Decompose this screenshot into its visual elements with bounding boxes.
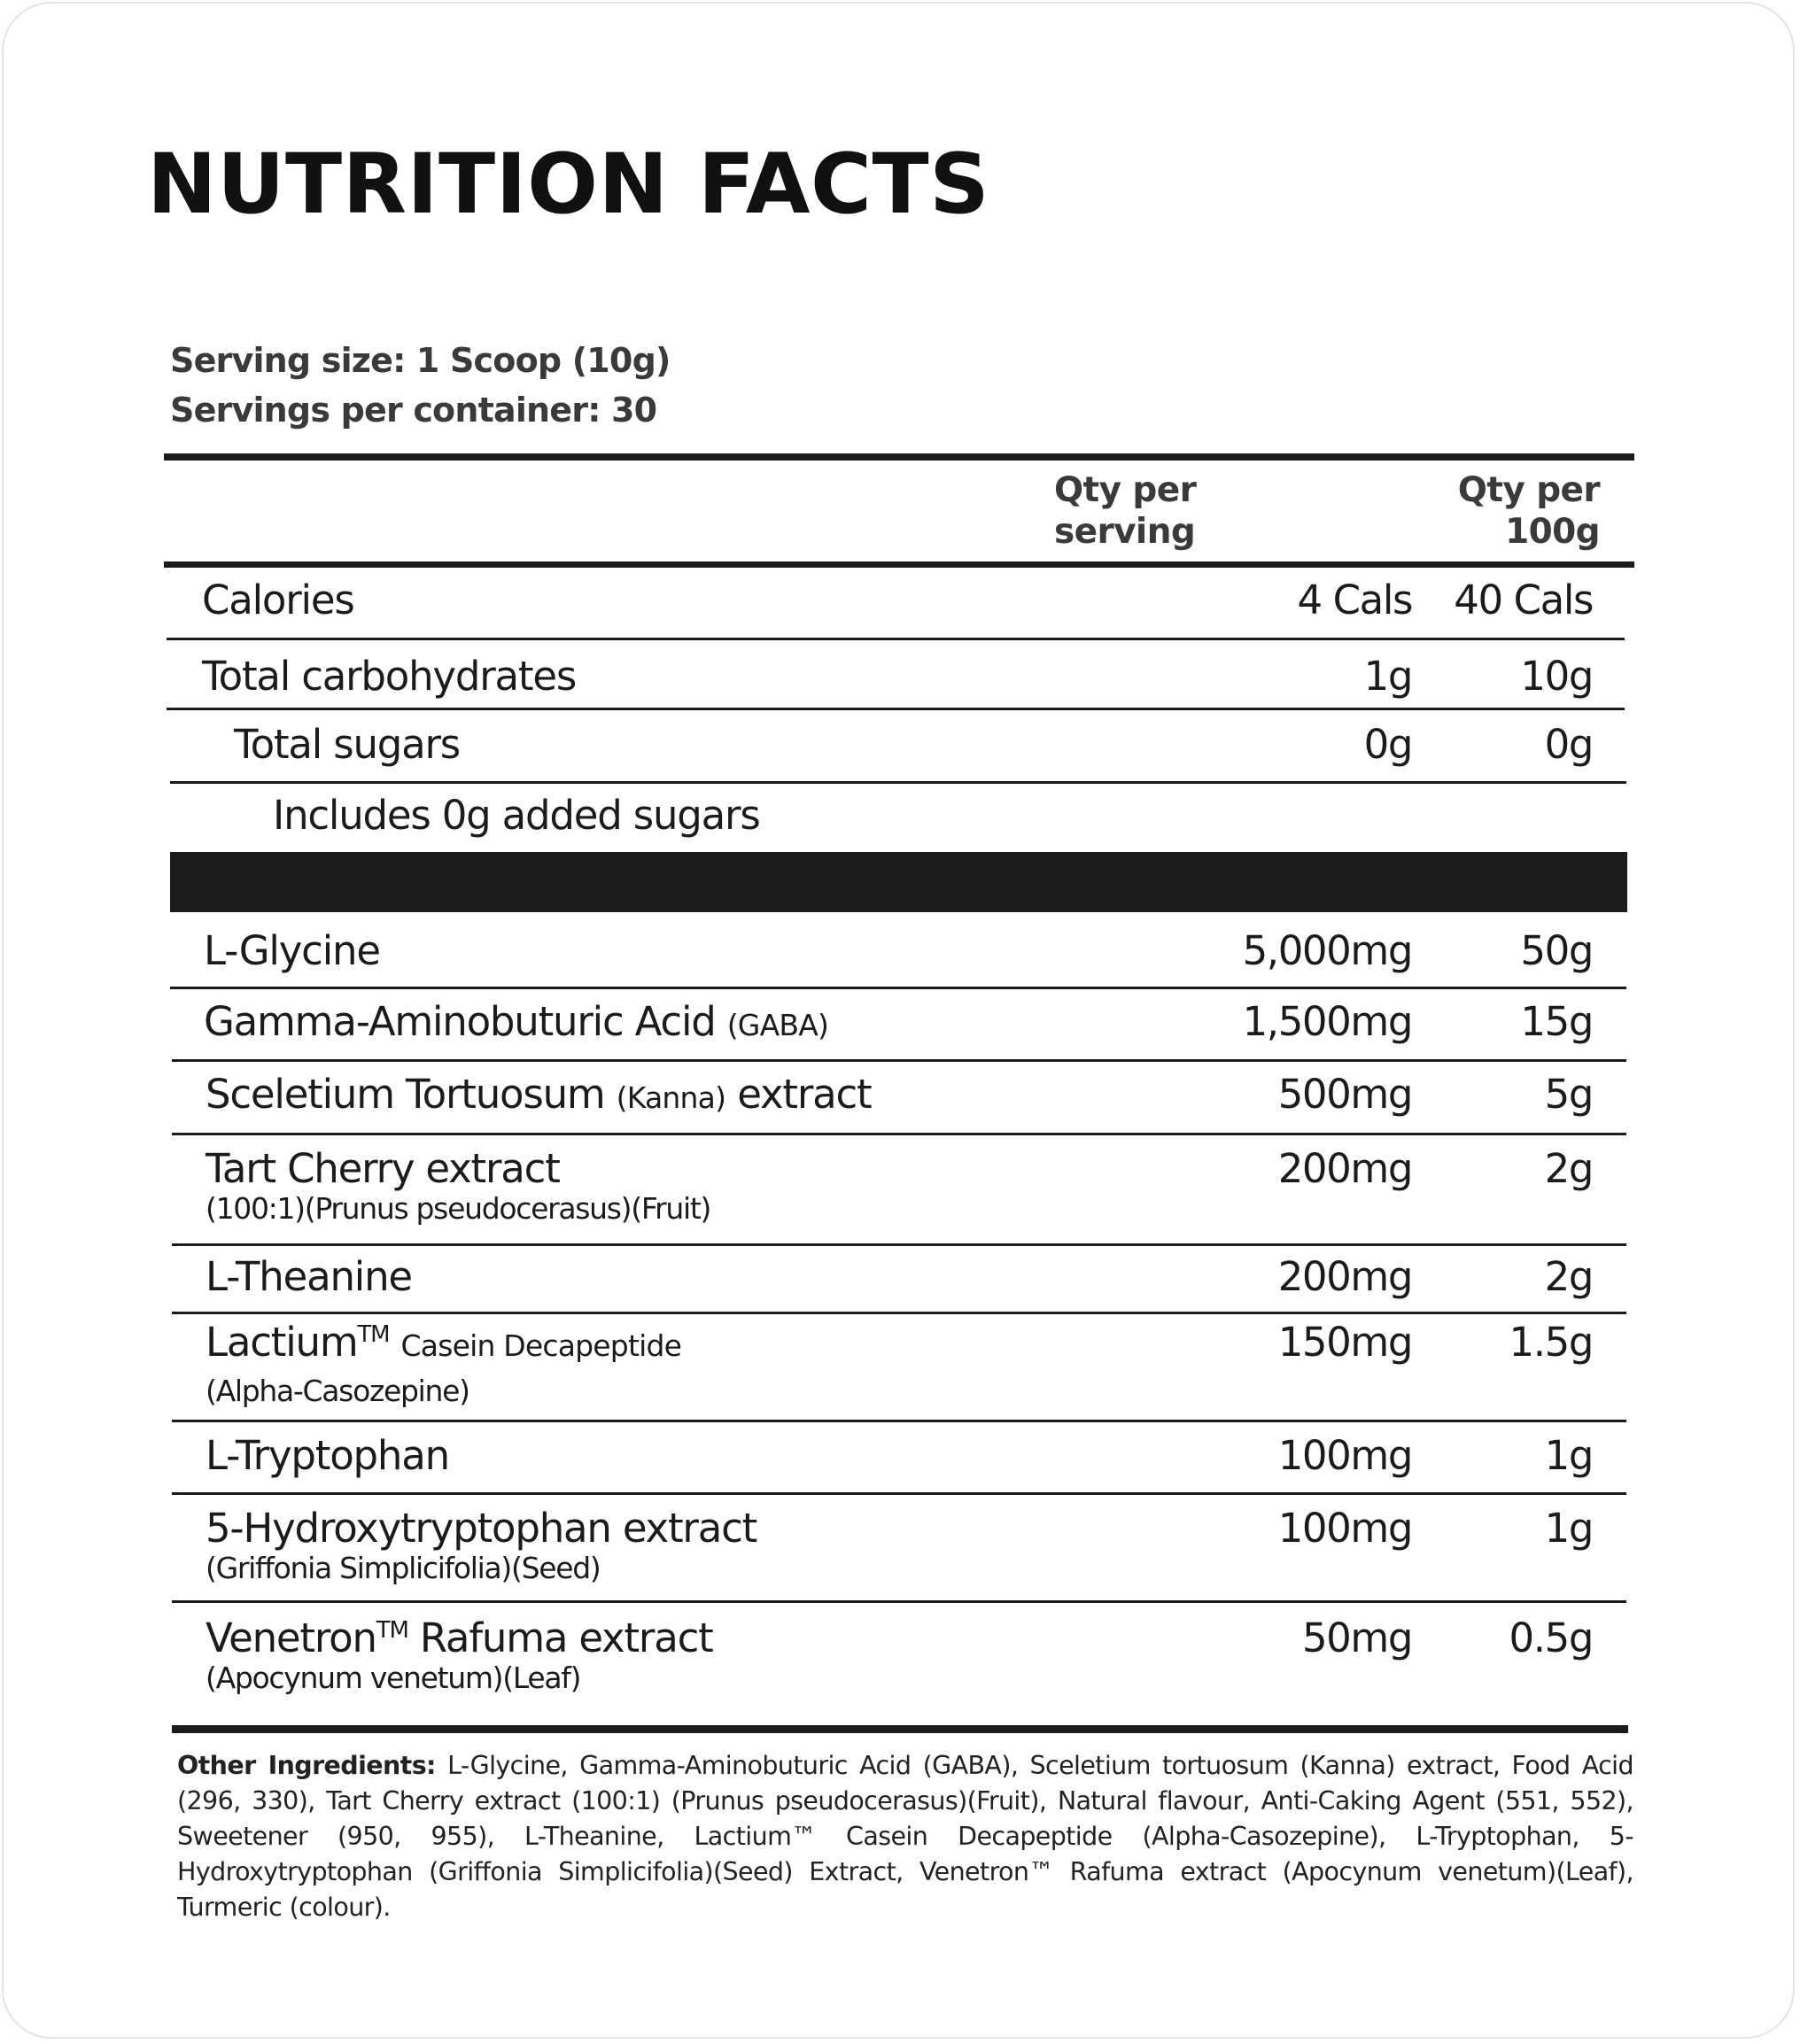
per-serving-value: 200mg <box>1277 1253 1412 1300</box>
ingredient-name-main: Gamma-Aminobuturic Acid <box>204 998 716 1045</box>
row-divider <box>172 1243 1626 1246</box>
ingredient-name <box>204 999 828 1045</box>
ingredient-name <box>206 1615 713 1661</box>
other-ingredients-label: Other Ingredients: <box>177 1751 436 1780</box>
per-serving-value: 100mg <box>1277 1505 1412 1552</box>
ingredient-detail: (Griffonia Simplicifolia)(Seed) <box>206 1551 601 1585</box>
per-100g-value: 40 Cals <box>1454 577 1593 623</box>
row-divider <box>172 1420 1626 1422</box>
ingredient-name-abbrev: (GABA) <box>726 1008 829 1042</box>
ingredient-name: 5-Hydroxytryptophan extract <box>206 1505 757 1552</box>
serving-size: Serving size: 1 Scoop (10g) <box>170 341 671 380</box>
ingredient-name-main: Lactium <box>206 1319 358 1366</box>
column-header-per-100g-line1: Qty per <box>1457 470 1600 510</box>
ingredient-name-suffix: extract <box>737 1071 872 1118</box>
per-100g-value: 0g <box>1544 721 1593 768</box>
per-100g-value: 5g <box>1544 1071 1593 1118</box>
per-100g-value: 50g <box>1520 927 1593 974</box>
header-rule <box>164 561 1634 568</box>
row-divider <box>167 708 1625 710</box>
per-serving-value: 200mg <box>1277 1145 1412 1192</box>
ingredient-detail: (Apocynum venetum)(Leaf) <box>206 1661 581 1695</box>
per-100g-value: 1g <box>1544 1505 1593 1552</box>
per-100g-value: 2g <box>1544 1253 1593 1300</box>
ingredient-name: Tart Cherry extract <box>206 1145 560 1192</box>
per-serving-value: 150mg <box>1277 1319 1412 1366</box>
per-serving-value: 5,000mg <box>1242 927 1412 974</box>
per-serving-value: 1g <box>1363 653 1412 700</box>
ingredient-name-main: Sceletium Tortuosum <box>206 1071 605 1118</box>
row-divider <box>167 638 1625 640</box>
nutrient-name: Calories <box>202 577 354 623</box>
row-divider <box>172 1133 1626 1135</box>
ingredient-name-main: Venetron <box>206 1614 376 1661</box>
per-serving-value: 1,500mg <box>1242 998 1412 1045</box>
ingredient-detail: (Alpha-Casozepine) <box>206 1374 469 1408</box>
per-100g-value: 1.5g <box>1509 1319 1593 1366</box>
column-header-per-100g-line2: 100g <box>1505 512 1600 552</box>
per-serving-value: 4 Cals <box>1297 577 1412 623</box>
per-100g-value: 15g <box>1520 998 1593 1045</box>
column-header-per-serving-line1: Qty per <box>1054 470 1197 510</box>
page-title: NUTRITION FACTS <box>147 136 990 233</box>
row-divider <box>172 1059 1626 1062</box>
row-divider <box>172 1600 1626 1603</box>
per-serving-value: 0g <box>1363 721 1412 768</box>
per-serving-value: 500mg <box>1277 1071 1412 1118</box>
row-divider <box>170 987 1626 989</box>
ingredient-name: L-Glycine <box>204 927 380 974</box>
ingredient-name-abbrev: Casein Decapeptide <box>400 1328 682 1363</box>
row-divider <box>172 1312 1626 1314</box>
ingredient-name <box>206 1072 872 1118</box>
other-ingredients-text: L-Glycine, Gamma-Aminobuturic Acid (GABA), Sceletium tortuosum (Kanna) extract, Food Acid (296, 330), Tart Cherry extract (100:1) (Prunus pseudocerasus)(Fruit), Natural flavour, Anti-Caking Agent (551, 552), Sweetener (950, 955), L-Theanine, Lactium™ Casein Decapeptide (Alpha-Casozepine), L-Tryptophan, 5-Hydroxytryptophan (Griffonia Simplicifolia)(Seed) Extract, Venetron™ Rafuma extract (Apocynum venetum)(Leaf), Turmeric (colour). <box>177 1751 1633 1922</box>
nutrition-card <box>2 2 1795 2039</box>
other-ingredients <box>177 1748 1633 1925</box>
column-header-per-100g <box>1385 469 1600 553</box>
nutrient-name: Total carbohydrates <box>202 653 577 700</box>
per-100g-value: 0.5g <box>1509 1614 1593 1661</box>
ingredient-detail: (100:1)(Prunus pseudocerasus)(Fruit) <box>206 1191 711 1226</box>
row-divider <box>170 781 1626 784</box>
nutrient-name: Total sugars <box>234 721 461 768</box>
per-100g-value: 2g <box>1544 1145 1593 1192</box>
ingredient-name-suffix: Rafuma extract <box>419 1614 713 1661</box>
trademark-symbol: TM <box>357 1321 390 1348</box>
servings-per-container: Servings per container: 30 <box>170 391 657 430</box>
ingredient-name-abbrev: (Kanna) <box>616 1080 726 1115</box>
nutrient-name: Includes 0g added sugars <box>273 792 760 839</box>
row-divider <box>172 1492 1626 1495</box>
bottom-rule <box>172 1725 1628 1733</box>
trademark-symbol: TM <box>376 1617 408 1644</box>
per-100g-value: 1g <box>1544 1432 1593 1479</box>
ingredient-name <box>206 1320 681 1366</box>
ingredient-name: L-Tryptophan <box>206 1432 449 1479</box>
column-header-per-serving <box>1054 469 1254 553</box>
per-serving-value: 50mg <box>1301 1614 1412 1661</box>
top-rule <box>164 453 1634 461</box>
per-serving-value: 100mg <box>1277 1432 1412 1479</box>
column-header-per-serving-line2: serving <box>1054 512 1196 552</box>
section-band <box>170 852 1627 912</box>
per-100g-value: 10g <box>1520 653 1593 700</box>
ingredient-name: L-Theanine <box>206 1253 412 1300</box>
